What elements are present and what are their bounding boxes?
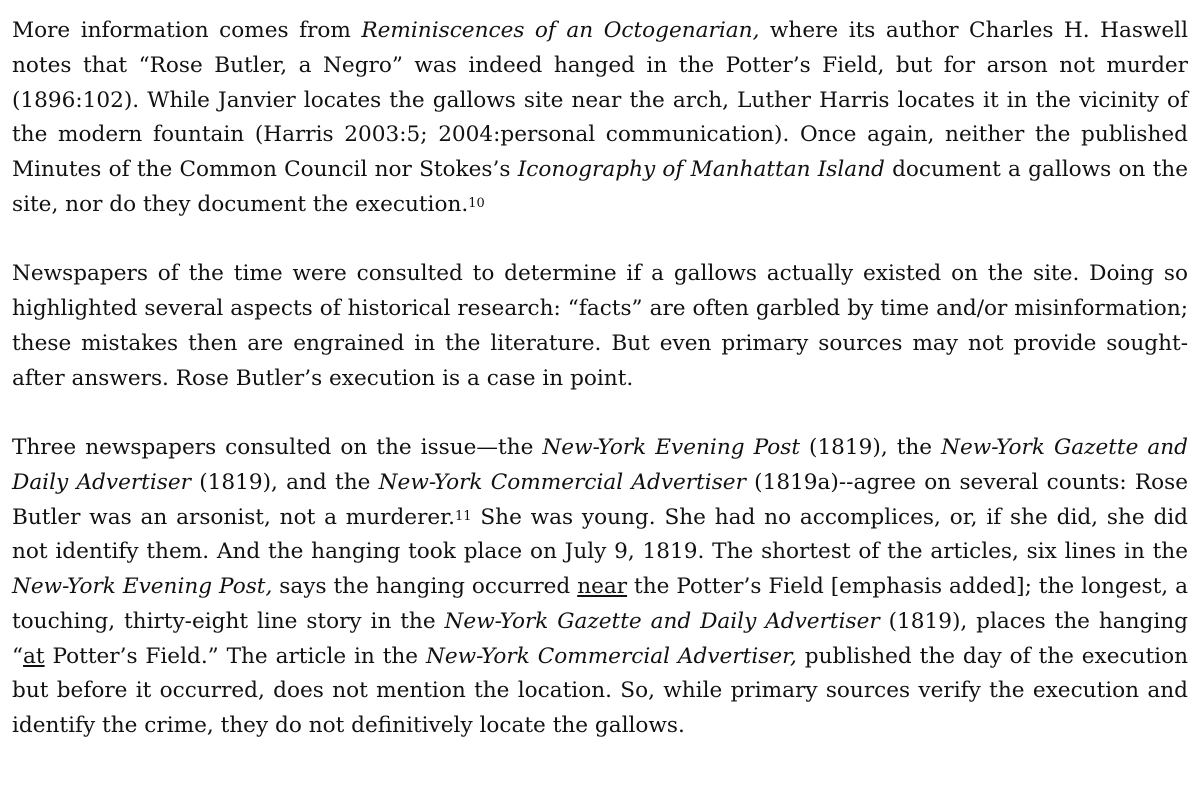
paragraph-haswell [12, 14, 1188, 223]
text-run: More information comes from [12, 18, 362, 43]
text-run: Potter’s Field.” The article in the [44, 643, 426, 669]
newspaper-title-evening-post: New-York Evening Post, [12, 574, 273, 599]
newspaper-title-gazette: New-York Gazette and Daily Advertiser [444, 608, 880, 634]
text-run: (1819), the [800, 435, 942, 460]
newspaper-title-commercial-advertiser: New-York Commercial Advertiser [378, 469, 746, 495]
text-run: says the hanging occurred [272, 574, 578, 599]
text-run: (1819a)--agree on several counts: Rose Butler was an arsonist, not a murderer. [12, 469, 1188, 530]
text-run: the Potter’s Field [emphasis added]; the longest, a touching, thirty-eight line story in the [12, 574, 1188, 634]
document-body [12, 14, 1188, 744]
book-title-iconography: Iconography of Manhattan Island [517, 157, 885, 182]
text-run: document a gallows on the site, nor do they document the execution. [12, 157, 1188, 217]
text-run: (1819), and the [190, 469, 379, 495]
text-run: Newspapers of the time were consulted to determine if a gallows actually existed on the site. Doing so highlighted several aspects of historical research: “facts” are often garbled by time and/or misinformation; these mistakes then are engrained in the literature. But even primary sources may not provide sought-after answers. Rose Butler’s execution is a case in point. [12, 261, 1188, 391]
underlined-word-near: near [577, 574, 628, 599]
newspaper-title-commercial-advertiser: New-York Commercial Advertiser, [425, 643, 797, 669]
text-run: (1819), places the hanging “ [12, 608, 1188, 669]
paragraph-newspapers [12, 257, 1188, 396]
book-title-reminiscences: Reminiscences of an Octogenarian, [361, 18, 760, 43]
footnote-marker-11: 11 [455, 508, 472, 524]
newspaper-title-gazette: New-York Gazette and Daily Advertiser [12, 435, 1188, 495]
underlined-word-at: at [23, 643, 45, 669]
footnote-marker-10: 10 [468, 195, 485, 211]
paragraph-three-newspapers [12, 431, 1188, 744]
text-run: Three newspapers consulted on the issue—the [12, 435, 543, 460]
text-run: published the day of the execution but before it occurred, does not mention the location. So, while primary sources verify the execution and identify the crime, they do not definitively locate the gallows. [12, 643, 1188, 738]
text-run: She was young. She had no accomplices, or, if she did, she did not identify them. And the hanging took place on July 9, 1819. The shortest of the articles, six lines in the [12, 504, 1189, 565]
text-run: where its author Charles H. Haswell notes that “Rose Butler, a Negro” was indeed hanged in the Potter’s Field, but for arson not murder (1896:102). While Janvier locates the gallows site near the arch, Luther Harris locates it in the vicinity of the modern fountain (Harris 2003:5; 2004:personal communication). Once again, neither the published Minutes of the Common Council nor Stokes’s [12, 18, 1188, 182]
newspaper-title-evening-post: New-York Evening Post [542, 435, 800, 460]
